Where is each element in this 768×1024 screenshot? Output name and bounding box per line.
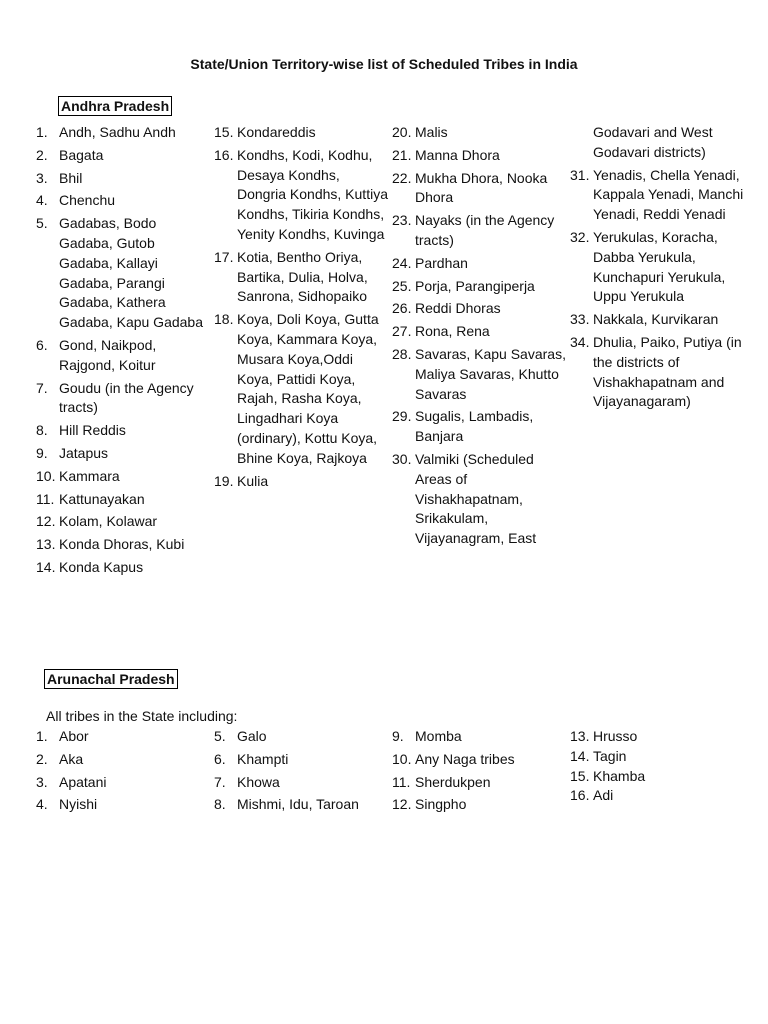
list-item-text: Konda Kapus [59,558,144,575]
list-item-continuation [570,123,760,163]
list-item [214,750,389,770]
list-item-text: Momba [415,728,462,744]
list-item-text: Pardhan [415,254,468,271]
list-item-number: 3. [36,773,48,790]
list-item-text: Rona, Rena [415,323,490,340]
list-item-text: Chenchu [59,192,116,209]
tribe-list-column [36,727,211,818]
list-item-text: Kulia [237,472,269,489]
list-item-text: Gond, Naikpod, Rajgond, Koitur [59,336,157,373]
list-item-number: 20. [392,124,412,140]
list-item [392,123,567,143]
tribe-list-column [214,727,389,818]
list-item-text: Kammara [59,467,120,484]
list-item-number: 16. [214,146,234,163]
list-item [214,310,389,468]
list-item-text: Malis [415,124,448,140]
list-item-text: Sherdukpen [415,773,491,790]
list-item [214,727,389,747]
list-item-number: 31. [570,166,590,183]
list-item-number: 27. [392,323,412,340]
list-item-text: Mishmi, Idu, Taroan [237,796,359,813]
list-item-text: Singpho [415,796,467,813]
list-item [214,773,389,793]
list-item [36,512,211,532]
list-item-text: Kattunayakan [59,490,145,507]
list-item-text: Yenadis, Chella Yenadi, Kappala Yenadi, Manchi Yenadi, Reddi Yenadi [593,166,744,223]
list-item-number: 10. [36,467,56,484]
tribe-list-column [570,727,745,806]
list-item [570,310,760,330]
list-item-number: 15. [214,124,234,140]
tribe-list-column [392,727,567,818]
list-item-number: 2. [36,146,48,163]
list-item-text: Dhulia, Paiko, Putiya (in the districts of Vishakhapatnam and Vijayanagaram) [593,333,742,410]
page-title: State/Union Territory-wise list of Scheduled Tribes in India [190,56,578,72]
list-item [36,169,211,189]
list-item-number: 29. [392,408,412,425]
list-item-number: 6. [36,336,48,353]
section-heading-arunachal-pradesh: Arunachal Pradesh [44,669,178,689]
list-item-number: 17. [214,248,234,265]
list-item-number: 34. [570,333,590,350]
list-item-text: Yerukulas, Koracha, Dabba Yerukula, Kunchapuri Yerukula, Uppu Yerukula [593,228,726,305]
tribe-list [570,166,760,413]
list-item-text: Tagin [593,747,627,764]
list-item-text: Nakkala, Kurvikaran [593,311,719,328]
list-item-number: 21. [392,146,412,163]
list-item-text: Valmiki (Scheduled Areas of Vishakhapatnam, Srikakulam, Vijayanagram, East [415,450,537,547]
list-item [214,472,389,492]
list-item-number: 19. [214,472,234,489]
list-item-text: Kondhs, Kodi, Kodhu, Desaya Kondhs, Dongria Kondhs, Kuttiya Kondhs, Tikiria Kondhs, Yenity Kondhs, Kuvinga [237,146,388,242]
list-item-number: 11. [36,490,55,507]
list-item [392,322,567,342]
list-item [36,750,211,770]
list-item-text: Abor [59,728,89,744]
list-item [36,535,211,555]
list-item-number: 7. [214,773,226,790]
tribe-list-column [392,123,567,552]
list-item-number: 7. [36,379,48,396]
list-item-text: Sugalis, Lambadis, Banjara [415,408,534,445]
list-item-number: 4. [36,192,48,209]
list-item [392,727,567,747]
list-item-number: 13. [36,536,56,553]
list-item-number: 25. [392,277,412,294]
list-item-text: Manna Dhora [415,146,500,163]
list-item-text: Konda Dhoras, Kubi [59,536,185,553]
tribe-list-column [570,123,760,415]
list-item-number: 33. [570,311,590,328]
list-item-text: Andh, Sadhu Andh [59,124,176,140]
list-item-text: Kondareddis [237,124,316,140]
list-item-text: Jatapus [59,444,109,461]
list-item [36,146,211,166]
list-item [214,146,389,245]
list-item-number: 18. [214,311,234,328]
list-item [36,795,211,815]
list-item-number: 24. [392,254,412,271]
list-item [36,379,211,419]
list-item [392,169,567,209]
list-item-text: Mukha Dhora, Nooka Dhora [415,169,548,206]
list-item [392,795,567,815]
list-item [392,277,567,297]
list-item [392,773,567,793]
list-item [570,747,745,767]
list-item-number: 1. [36,124,48,140]
list-item-number: 13. [570,728,590,744]
list-item-text: Koya, Doli Koya, Gutta Koya, Kammara Koya, Musara Koya,Oddi Koya, Pattidi Koya, Rajah, Rasha Koya, Lingadhari Koya (ordinary), Kottu Koya, Bhine Koya, Rajkoya [237,311,379,466]
list-item [36,214,211,333]
list-item [392,146,567,166]
list-item-number: 26. [392,300,412,317]
list-item [36,467,211,487]
list-item-number: 12. [36,513,56,530]
list-item-text: Bhil [59,169,83,186]
list-item-number: 28. [392,345,412,362]
list-item-number: 1. [36,728,48,744]
list-item-number: 5. [36,215,48,232]
list-item [392,450,567,549]
list-item-text: Kotia, Bentho Oriya, Bartika, Dulia, Holva, Sanrona, Sidhopaiko [237,248,368,305]
section-intro: All tribes in the State including: [46,708,238,724]
list-item-number: 14. [570,747,590,764]
list-item-text: Khowa [237,773,280,790]
list-item [570,333,760,412]
list-item [36,336,211,376]
list-item [36,444,211,464]
list-item-text: Porja, Parangiperja [415,277,535,294]
list-item-text: Savaras, Kapu Savaras, Maliya Savaras, Khutto Savaras [415,345,566,402]
list-item-text: Godavari and West Godavari districts) [593,124,713,160]
list-item [392,254,567,274]
list-item [214,123,389,143]
list-item [392,407,567,447]
list-item-text: Goudu (in the Agency tracts) [59,379,194,416]
list-item-text: Khampti [237,750,289,767]
list-item-number: 23. [392,212,412,229]
list-item-text: Apatani [59,773,107,790]
list-item-number: 8. [214,796,226,813]
list-item-number: 10. [392,750,412,767]
list-item-number: 3. [36,169,48,186]
list-item-text: Khamba [593,767,646,784]
list-item-text: Hrusso [593,728,638,744]
list-item-number: 9. [36,444,48,461]
list-item-text: Galo [237,728,267,744]
list-item [36,191,211,211]
list-item [570,767,745,787]
list-item-text: Bagata [59,146,104,163]
list-item-number: 8. [36,422,48,439]
list-item-number: 2. [36,750,48,767]
tribe-list-column [36,123,211,581]
list-item-number: 5. [214,728,226,744]
list-item [392,299,567,319]
list-item-text: Aka [59,750,84,767]
list-item-text: Adi [593,787,614,804]
list-item [36,421,211,441]
list-item-text: Hill Reddis [59,422,126,439]
list-item [36,773,211,793]
list-item [214,795,389,815]
list-item [570,228,760,307]
list-item-number: 4. [36,796,48,813]
list-item-text: Nayaks (in the Agency tracts) [415,212,555,248]
list-item [36,558,211,578]
list-item-text: Any Naga tribes [415,750,515,767]
section-heading-andhra-pradesh: Andhra Pradesh [58,96,172,116]
list-item-number: 16. [570,787,590,804]
list-item-text: Nyishi [59,796,98,813]
list-item [570,727,745,747]
list-item [214,248,389,307]
list-item-number: 12. [392,796,412,813]
list-item [392,211,567,251]
list-item [36,490,211,510]
list-item-number: 6. [214,750,226,767]
list-item-text: Kolam, Kolawar [59,513,158,530]
list-item-number: 9. [392,728,404,744]
tribe-list-column [214,123,389,494]
list-item-number: 30. [392,450,412,467]
list-item-number: 11. [392,773,411,790]
list-item [36,123,211,143]
list-item [392,345,567,404]
list-item-text: Reddi Dhoras [415,300,501,317]
list-item [570,166,760,225]
list-item-number: 22. [392,169,412,186]
list-item-number: 14. [36,558,56,575]
list-item [392,750,567,770]
list-item [36,727,211,747]
list-item [570,786,745,806]
list-item-number: 15. [570,767,590,784]
list-item-number: 32. [570,228,590,245]
list-item-text: Gadabas, Bodo Gadaba, Gutob Gadaba, Kallayi Gadaba, Parangi Gadaba, Kathera Gadaba, Kapu Gadaba [59,215,204,331]
